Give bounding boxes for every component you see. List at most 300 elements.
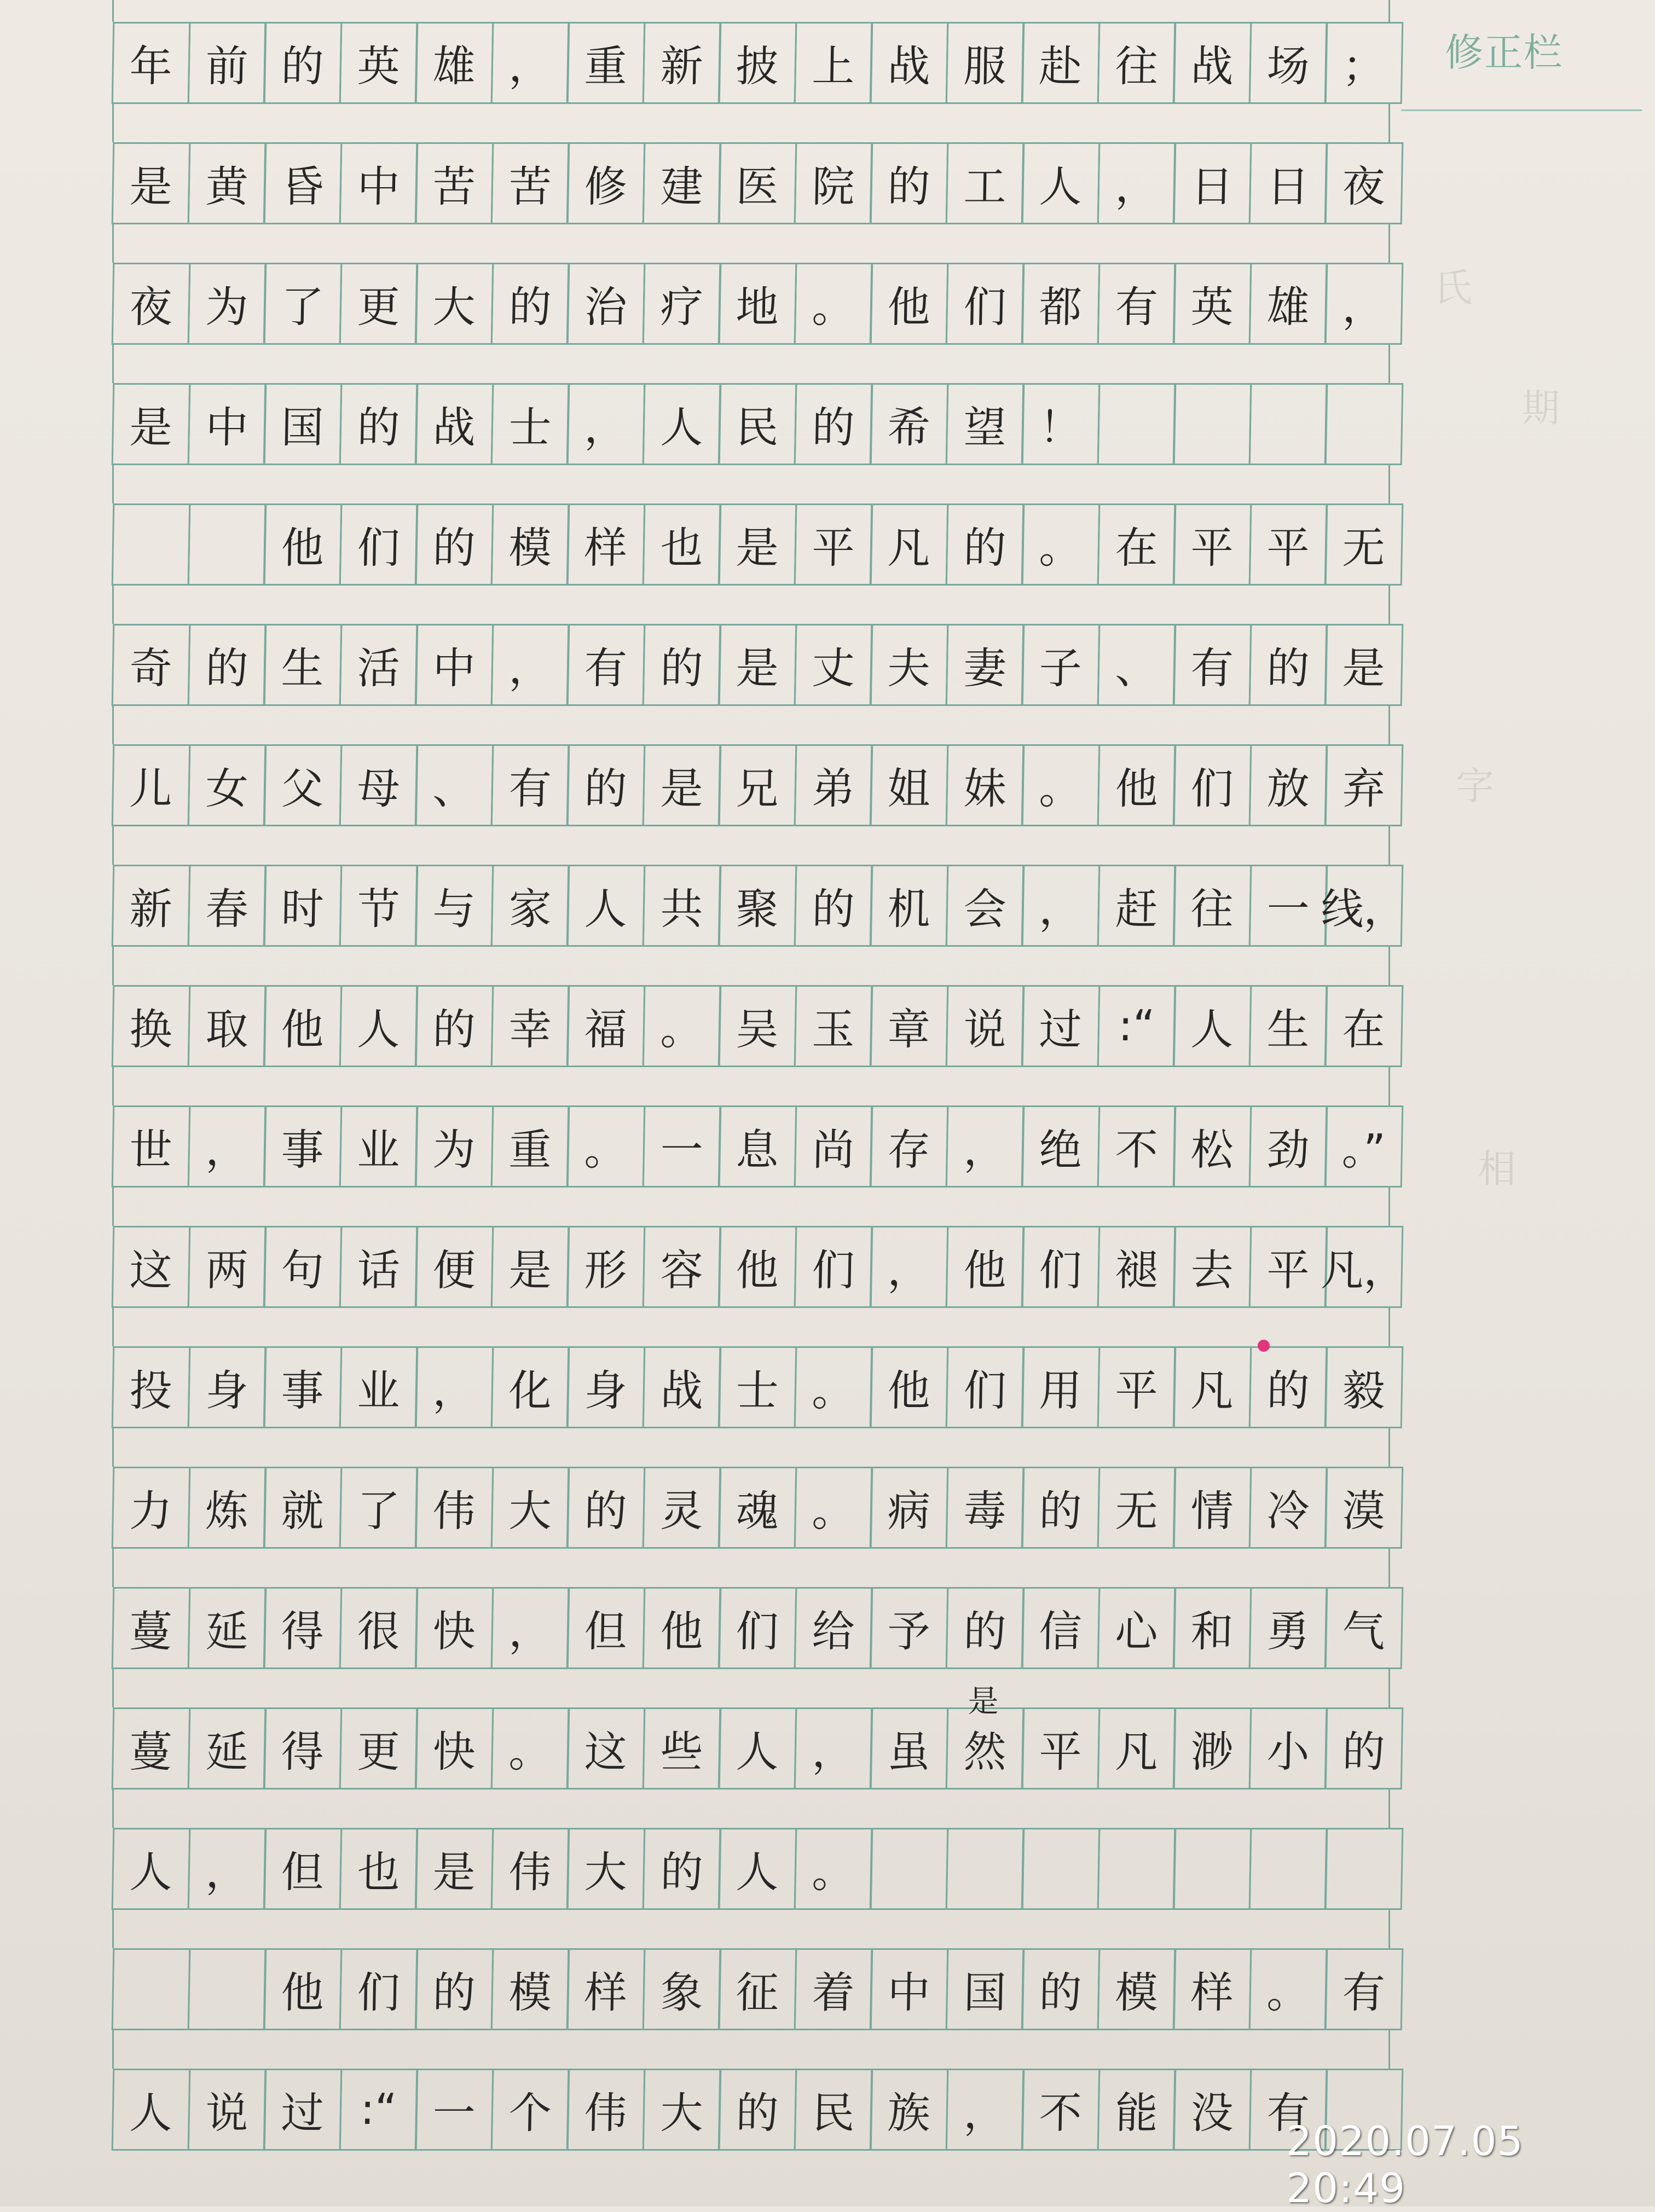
- grid-cell: 的: [870, 142, 948, 224]
- grid-cell: [187, 503, 266, 586]
- grid-cell: 平: [1097, 1346, 1176, 1428]
- grid-cell: 修: [566, 142, 645, 224]
- grid-cell: 有: [1173, 624, 1252, 706]
- grid-cell: 无: [1324, 503, 1403, 586]
- grid-cell: 生: [263, 624, 342, 706]
- grid-cell: 苦: [415, 142, 494, 224]
- grid-cell: ，: [1097, 142, 1176, 224]
- grid-cell: 重: [490, 1105, 569, 1188]
- grid-cell: 新: [112, 865, 190, 947]
- grid-cell: 服: [945, 22, 1024, 104]
- grid-cell: 这: [112, 1226, 190, 1308]
- grid-cell: 的: [566, 744, 645, 826]
- grid-cell: 地: [718, 263, 797, 345]
- grid-cell: 是: [718, 503, 797, 586]
- row-spacer: [112, 947, 1390, 985]
- grid-cell: 有: [566, 624, 645, 706]
- grid-cell: ，: [415, 1346, 494, 1428]
- grid-cell: 节: [339, 865, 418, 947]
- row-spacer: [112, 826, 1390, 865]
- grid-cell: 一: [642, 1105, 721, 1188]
- grid-cell: [945, 1828, 1024, 1910]
- grid-cell: 毅: [1324, 1346, 1403, 1428]
- grid-cell: 雄: [1248, 263, 1327, 345]
- grid-cell: [1173, 1828, 1252, 1910]
- grid-row: [112, 1828, 1390, 1910]
- grid-cell: [1248, 1828, 1327, 1910]
- grid-cell: 模: [1097, 1948, 1176, 2030]
- grid-cell: 容: [642, 1226, 721, 1308]
- row-spacer: [112, 465, 1390, 503]
- grid-row: [112, 1105, 1390, 1188]
- grid-cell: :“: [1097, 985, 1176, 1067]
- grid-cell: 不: [1021, 2069, 1100, 2151]
- grid-cell: 他: [718, 1226, 797, 1308]
- grid-cell: ，: [490, 22, 569, 104]
- grid-cell: 章: [870, 985, 948, 1067]
- grid-cell: 他: [263, 503, 342, 586]
- grid-cell: 的: [642, 1828, 721, 1910]
- grid-cell: 平: [794, 503, 872, 586]
- grid-cell: 事: [263, 1105, 342, 1188]
- grid-cell: 也: [339, 1828, 418, 1910]
- grid-cell: 们: [945, 1346, 1024, 1428]
- grid-cell: 的: [1021, 1948, 1100, 2030]
- grid-cell: 用: [1021, 1346, 1100, 1428]
- grid-row: [112, 744, 1390, 826]
- grid-row: [112, 1707, 1390, 1790]
- grid-cell: 样: [566, 503, 645, 586]
- grid-cell: ，: [1324, 263, 1403, 345]
- grid-cell: 能: [1097, 2069, 1176, 2151]
- grid-cell: 的: [415, 985, 494, 1067]
- row-spacer: [112, 1910, 1390, 1948]
- grid-cell: 在: [1324, 985, 1403, 1067]
- grid-cell: 话: [339, 1226, 418, 1308]
- row-spacer: [112, 1790, 1390, 1828]
- grid-cell: 就: [263, 1467, 342, 1549]
- grid-cell: 炼: [187, 1467, 266, 1549]
- grid-cell: 平: [1248, 503, 1327, 586]
- grid-cell: 没: [1173, 2069, 1252, 2151]
- grid-cell: 的: [490, 263, 569, 345]
- grid-cell: 赴: [1021, 22, 1100, 104]
- grid-cell: 英: [339, 22, 418, 104]
- grid-cell: 便: [415, 1226, 494, 1308]
- grid-cell: 样: [1173, 1948, 1252, 2030]
- grid-cell: 黄: [187, 142, 266, 224]
- grid-cell: 冷: [1248, 1467, 1327, 1549]
- grid-row: [112, 22, 1390, 104]
- grid-cell: 些: [642, 1707, 721, 1790]
- row-spacer: [112, 224, 1390, 263]
- grid-cell: 的: [1248, 624, 1327, 706]
- grid-cell: 他: [263, 1948, 342, 2030]
- grid-cell: 了: [263, 263, 342, 345]
- grid-cell: 。: [1021, 744, 1100, 826]
- grid-cell: 松: [1173, 1105, 1252, 1188]
- grid-cell: [1097, 1828, 1176, 1910]
- grid-cell: 苦: [490, 142, 569, 224]
- grid-cell: 民: [718, 383, 797, 465]
- grid-cell: 病: [870, 1467, 948, 1549]
- grid-row: [112, 1467, 1390, 1549]
- grid-cell: 句: [263, 1226, 342, 1308]
- grid-cell: 气: [1324, 1587, 1403, 1669]
- show-through-mark: 相: [1478, 1146, 1516, 1191]
- grid-cell: 给: [794, 1587, 872, 1669]
- grid-cell: 披: [718, 22, 797, 104]
- grid-cell: 信: [1021, 1587, 1100, 1669]
- grid-cell: 他: [263, 985, 342, 1067]
- grid-cell: 一: [1248, 865, 1327, 947]
- grid-cell: 。: [566, 1105, 645, 1188]
- grid-cell: 玉: [794, 985, 872, 1067]
- grid-cell: 凡: [1097, 1707, 1176, 1790]
- grid-cell: 母: [339, 744, 418, 826]
- grid-cell: 子: [1021, 624, 1100, 706]
- grid-cell: 很: [339, 1587, 418, 1669]
- grid-row: [112, 2069, 1390, 2151]
- grid-cell: 快: [415, 1707, 494, 1790]
- row-spacer: [112, 2030, 1390, 2069]
- grid-cell: 人: [718, 1828, 797, 1910]
- grid-cell: 的: [794, 383, 872, 465]
- grid-cell: 形: [566, 1226, 645, 1308]
- grid-cell: 治: [566, 263, 645, 345]
- grid-cell: 的: [1324, 1707, 1403, 1790]
- grid-cell: 。: [794, 1346, 872, 1428]
- grid-row: [112, 142, 1390, 224]
- grid-cell: 虽: [870, 1707, 948, 1790]
- grid-cell: 着: [794, 1948, 872, 2030]
- grid-cell: 有: [1324, 1948, 1403, 2030]
- grid-cell: 儿: [112, 744, 190, 826]
- grid-cell: 然: [945, 1707, 1024, 1790]
- grid-cell: 的: [415, 503, 494, 586]
- grid-cell: 女: [187, 744, 266, 826]
- grid-cell: 但: [263, 1828, 342, 1910]
- grid-cell: 场: [1248, 22, 1327, 104]
- grid-cell: 人: [112, 2069, 190, 2151]
- grid-cell: 家: [490, 865, 569, 947]
- grid-cell: ，: [490, 1587, 569, 1669]
- grid-cell: 更: [339, 263, 418, 345]
- grid-cell: 中: [339, 142, 418, 224]
- grid-row: [112, 1948, 1390, 2030]
- grid-cell: 的: [187, 624, 266, 706]
- grid-cell: 疗: [642, 263, 721, 345]
- grid-cell: 个: [490, 2069, 569, 2151]
- grid-cell: :“: [339, 2069, 418, 2151]
- grid-cell: 凡，: [1324, 1226, 1403, 1308]
- grid-cell: 模: [490, 503, 569, 586]
- row-spacer: [112, 1428, 1390, 1467]
- grid-cell: 是: [1324, 624, 1403, 706]
- grid-cell: 奇: [112, 624, 190, 706]
- grid-cell: 。: [1021, 503, 1100, 586]
- row-spacer: [112, 1669, 1390, 1707]
- grid-cell: 们: [339, 1948, 418, 2030]
- grid-cell: ，: [945, 1105, 1024, 1188]
- grid-cell: 民: [794, 2069, 872, 2151]
- grid-cell: 有: [1248, 2069, 1327, 2151]
- grid-cell: 存: [870, 1105, 948, 1188]
- row-spacer: [112, 1549, 1390, 1587]
- grid-row: [112, 624, 1390, 706]
- grid-cell: 有: [1097, 263, 1176, 345]
- grid-cell: 灵: [642, 1467, 721, 1549]
- grid-cell: 大: [490, 1467, 569, 1549]
- grid-cell: 得: [263, 1587, 342, 1669]
- grid-cell: 人: [112, 1828, 190, 1910]
- row-spacer: [112, 345, 1390, 383]
- grid-cell: 们: [339, 503, 418, 586]
- grid-cell: 战: [870, 22, 948, 104]
- grid-cell: 的: [945, 1587, 1024, 1669]
- grid-cell: 们: [945, 263, 1024, 345]
- grid-cell: 中: [870, 1948, 948, 2030]
- grid-cell: 劲: [1248, 1105, 1327, 1188]
- grid-cell: 工: [945, 142, 1024, 224]
- grid-cell: 大: [566, 1828, 645, 1910]
- grid-cell: 国: [263, 383, 342, 465]
- grid-cell: 平: [1248, 1226, 1327, 1308]
- grid-cell: 的: [718, 2069, 797, 2151]
- show-through-mark: 氏: [1434, 265, 1472, 310]
- grid-cell: 中: [415, 624, 494, 706]
- grid-cell: 是: [490, 1226, 569, 1308]
- grid-cell: 过: [263, 2069, 342, 2151]
- grid-cell: 们: [1021, 1226, 1100, 1308]
- grid-cell: 平: [1021, 1707, 1100, 1790]
- grid-cell: 人: [1173, 985, 1252, 1067]
- composition-grid: [112, 0, 1407, 2181]
- grid-cell: 希: [870, 383, 948, 465]
- grid-cell: 取: [187, 985, 266, 1067]
- grid-cell: ，: [490, 624, 569, 706]
- show-through-mark: 字: [1456, 763, 1494, 808]
- grid-cell: 身: [566, 1346, 645, 1428]
- grid-cell: 征: [718, 1948, 797, 2030]
- grid-cell: 人: [339, 985, 418, 1067]
- grid-cell: 前: [187, 22, 266, 104]
- grid-cell: 换: [112, 985, 190, 1067]
- grid-row: [112, 985, 1390, 1067]
- grid-row: [112, 1346, 1390, 1428]
- grid-cell: 延: [187, 1587, 266, 1669]
- grid-cell: 无: [1097, 1467, 1176, 1549]
- grid-cell: ，: [1021, 865, 1100, 947]
- correction-column-rule: [1401, 109, 1642, 111]
- grid-cell: 伟: [566, 2069, 645, 2151]
- grid-cell: 院: [794, 142, 872, 224]
- grid-cell: [187, 1948, 266, 2030]
- grid-cell: [1248, 383, 1327, 465]
- row-spacer: [112, 706, 1390, 744]
- grid-cell: 业: [339, 1346, 418, 1428]
- grid-cell: ！: [1021, 383, 1100, 465]
- grid-cell: 们: [1173, 744, 1252, 826]
- grid-cell: 往: [1097, 22, 1176, 104]
- grid-cell: 世: [112, 1105, 190, 1188]
- grid-cell: 业: [339, 1105, 418, 1188]
- grid-cell: ，: [870, 1226, 948, 1308]
- grid-cell: 赶: [1097, 865, 1176, 947]
- grid-cell: 了: [339, 1467, 418, 1549]
- grid-cell: 。: [794, 1828, 872, 1910]
- grid-cell: 是: [112, 142, 190, 224]
- grid-cell: 。”: [1324, 1105, 1403, 1188]
- grid-cell: 伟: [490, 1828, 569, 1910]
- grid-cell: 有: [490, 744, 569, 826]
- grid-cell: 活: [339, 624, 418, 706]
- grid-cell: 魂: [718, 1467, 797, 1549]
- grid-cell: 是: [642, 744, 721, 826]
- grid-cell: 说: [945, 985, 1024, 1067]
- grid-cell: ，: [945, 2069, 1024, 2151]
- grid-cell: 新: [642, 22, 721, 104]
- grid-cell: 得: [263, 1707, 342, 1790]
- grid-cell: 这: [566, 1707, 645, 1790]
- grid-cell: 昏: [263, 142, 342, 224]
- row-spacer: [112, 1308, 1390, 1346]
- row-spacer: [112, 104, 1390, 142]
- grid-cell: 父: [263, 744, 342, 826]
- grid-cell: 英: [1173, 263, 1252, 345]
- grid-cell: 渺: [1173, 1707, 1252, 1790]
- grid-cell: 人: [642, 383, 721, 465]
- grid-cell: 予: [870, 1587, 948, 1669]
- grid-cell: 与: [415, 865, 494, 947]
- grid-cell: 他: [642, 1587, 721, 1669]
- grid-cell: [1021, 1828, 1100, 1910]
- grid-cell: 机: [870, 865, 948, 947]
- grid-cell: 更: [339, 1707, 418, 1790]
- grid-cell: 战: [642, 1346, 721, 1428]
- grid-cell: 放: [1248, 744, 1327, 826]
- grid-cell: 他: [1097, 744, 1176, 826]
- grid-cell: 延: [187, 1707, 266, 1790]
- show-through-mark: 期: [1521, 386, 1560, 431]
- grid-cell: 共: [642, 865, 721, 947]
- grid-cell: 日: [1173, 142, 1252, 224]
- grid-cell: ，: [566, 383, 645, 465]
- grid-cell: 的: [566, 1467, 645, 1549]
- row-spacer: [112, 1188, 1390, 1226]
- row-spacer: [112, 1067, 1390, 1105]
- grid-cell: 蔓: [112, 1587, 190, 1669]
- grid-cell: 是: [112, 383, 190, 465]
- grid-cell: [1097, 383, 1176, 465]
- grid-cell: 的: [339, 383, 418, 465]
- grid-cell: 。: [1248, 1948, 1327, 2030]
- grid-cell: 过: [1021, 985, 1100, 1067]
- grid-cell: 事: [263, 1346, 342, 1428]
- grid-cell: 在: [1097, 503, 1176, 586]
- grid-cell: [1173, 383, 1252, 465]
- grid-cell: 也: [642, 503, 721, 586]
- grid-row: [112, 503, 1390, 586]
- grid-cell: 上: [794, 22, 872, 104]
- grid-cell: 但: [566, 1587, 645, 1669]
- grid-cell: 勇: [1248, 1587, 1327, 1669]
- grid-cell: 战: [415, 383, 494, 465]
- grid-cell: 人: [718, 1707, 797, 1790]
- grid-cell: ，: [187, 1105, 266, 1188]
- grid-cell: 大: [415, 263, 494, 345]
- grid-cell: 尚: [794, 1105, 872, 1188]
- grid-row: [112, 1587, 1390, 1669]
- grid-cell: 。: [490, 1707, 569, 1790]
- grid-cell: 大: [642, 2069, 721, 2151]
- grid-cell: 毒: [945, 1467, 1024, 1549]
- grid-cell: ；: [1324, 22, 1403, 104]
- grid-cell: [870, 1828, 948, 1910]
- grid-cell: 身: [187, 1346, 266, 1428]
- grid-cell: 、: [1097, 624, 1176, 706]
- grid-cell: 吴: [718, 985, 797, 1067]
- grid-cell: 他: [945, 1226, 1024, 1308]
- grid-cell: 蔓: [112, 1707, 190, 1790]
- grid-cell: 夫: [870, 624, 948, 706]
- grid-cell: 伟: [415, 1467, 494, 1549]
- grid-cell: 象: [642, 1948, 721, 2030]
- grid-cell: 姐: [870, 744, 948, 826]
- grid-cell: 幸: [490, 985, 569, 1067]
- grid-cell: 国: [945, 1948, 1024, 2030]
- grid-cell: 为: [187, 263, 266, 345]
- grid-cell: ，: [794, 1707, 872, 1790]
- grid-cell: 线，: [1324, 865, 1403, 947]
- grid-cell: 漠: [1324, 1467, 1403, 1549]
- grid-cell: 凡: [1173, 1346, 1252, 1428]
- grid-cell: 的: [415, 1948, 494, 2030]
- grid-cell: 士: [490, 383, 569, 465]
- grid-cell: 的: [794, 865, 872, 947]
- grid-cell: 丈: [794, 624, 872, 706]
- grid-cell: 医: [718, 142, 797, 224]
- grid-row: [112, 263, 1390, 345]
- grid-cell: 投: [112, 1346, 190, 1428]
- grid-cell: 都: [1021, 263, 1100, 345]
- grid-cell: 他: [870, 1346, 948, 1428]
- photo-timestamp: 2020.07.05 20:49: [1286, 2118, 1524, 2212]
- grid-cell: 聚: [718, 865, 797, 947]
- grid-cell: 两: [187, 1226, 266, 1308]
- grid-cell: 人: [1021, 142, 1100, 224]
- grid-cell: 。: [794, 1467, 872, 1549]
- grid-cell: 会: [945, 865, 1024, 947]
- grid-cell: 和: [1173, 1587, 1252, 1669]
- grid-cell: 的: [1021, 1467, 1100, 1549]
- grid-cell: 力: [112, 1467, 190, 1549]
- grid-cell: 为: [415, 1105, 494, 1188]
- row-spacer: [112, 586, 1390, 624]
- grid-cell: 望: [945, 383, 1024, 465]
- grid-cell: 兄: [718, 744, 797, 826]
- grid-row: [112, 865, 1407, 947]
- grid-cell: 们: [794, 1226, 872, 1308]
- grid-cell: 凡: [870, 503, 948, 586]
- grid-cell: 们: [718, 1587, 797, 1669]
- grid-cell: 弃: [1324, 744, 1403, 826]
- grid-cell: [112, 503, 190, 586]
- grid-cell: 建: [642, 142, 721, 224]
- grid-cell: 春: [187, 865, 266, 947]
- grid-cell: 平: [1173, 503, 1252, 586]
- grid-cell: 情: [1173, 1467, 1252, 1549]
